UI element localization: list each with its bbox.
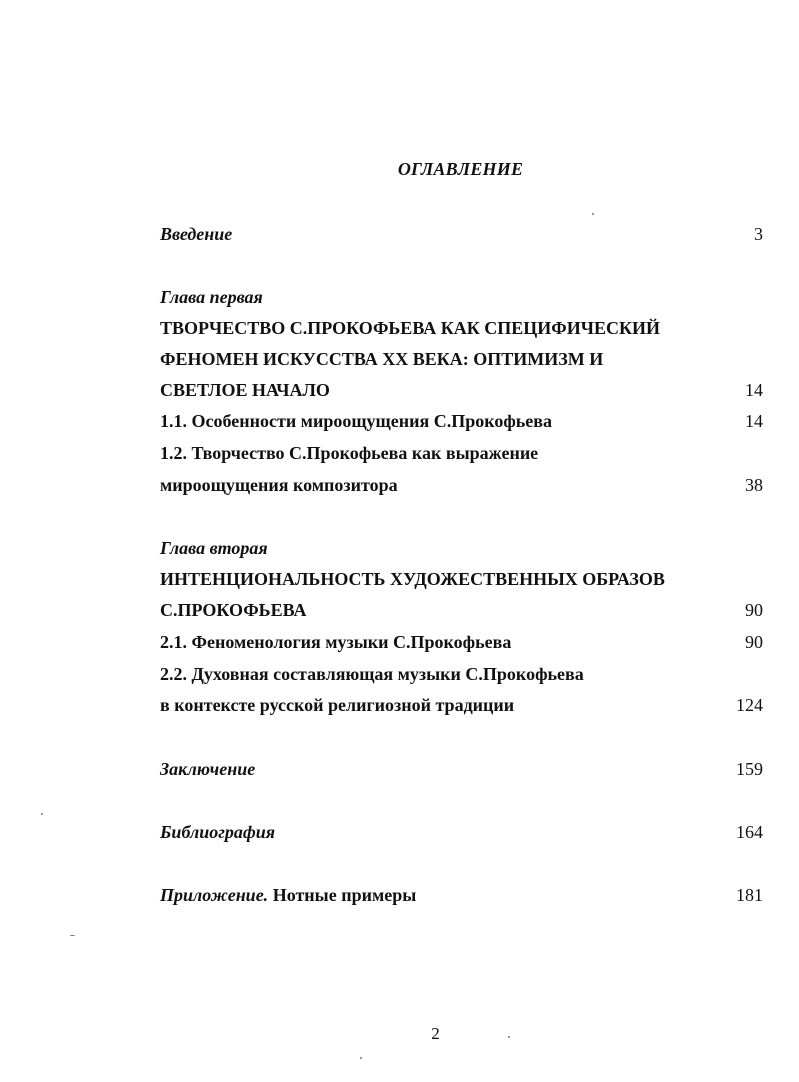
chapter-1-heading: Глава первая (160, 287, 263, 307)
toc-page-conclusion: 159 (736, 759, 763, 779)
chapter-1-title-line2: ФЕНОМЕН ИСКУССТВА XX ВЕКА: ОПТИМИЗМ И (160, 349, 604, 369)
scan-speck (508, 1036, 510, 1038)
toc-page-bibliography: 164 (736, 822, 763, 842)
toc-entry-conclusion: Заключение (160, 759, 256, 779)
chapter-1-page: 14 (745, 380, 763, 400)
page-number: 2 (431, 1024, 440, 1043)
section-1-2-line2: мироощущения композитора (160, 475, 398, 495)
chapter-1-title-line3: СВЕТЛОЕ НАЧАЛО (160, 380, 330, 400)
toc-title: ОГЛАВЛЕНИЕ (397, 159, 524, 179)
toc-page-intro: 3 (754, 224, 763, 244)
toc-entry-bibliography: Библиография (160, 822, 276, 842)
chapter-2-title-line1: ИНТЕНЦИОНАЛЬНОСТЬ ХУДОЖЕСТВЕННЫХ ОБРАЗОВ (160, 569, 665, 589)
section-1-1-page: 14 (745, 411, 763, 431)
section-2-2-line2: в контексте русской религиозной традиции (160, 695, 515, 715)
chapter-2-title-line2: С.ПРОКОФЬЕВА (160, 600, 307, 620)
chapter-1-title-line1: ТВОРЧЕСТВО С.ПРОКОФЬЕВА КАК СПЕЦИФИЧЕСКИЙ (160, 318, 661, 338)
section-1-1: 1.1. Особенности мироощущения С.Прокофьева (160, 411, 553, 431)
appendix-label-italic: Приложение. (160, 885, 269, 905)
toc-entry-intro: Введение (160, 224, 233, 244)
section-1-2-line1: 1.2. Творчество С.Прокофьева как выражение (160, 443, 539, 463)
section-2-2-page: 124 (736, 695, 763, 715)
chapter-2-page: 90 (745, 600, 763, 620)
section-2-1: 2.1. Феноменология музыки С.Прокофьева (160, 632, 512, 652)
scan-speck (360, 1057, 362, 1059)
toc-page-appendix: 181 (736, 885, 763, 905)
scan-speck (70, 935, 75, 936)
scan-speck (592, 213, 594, 215)
section-1-2-page: 38 (745, 475, 763, 495)
toc-entry-appendix (160, 884, 416, 906)
chapter-2-heading: Глава вторая (160, 538, 268, 558)
section-2-2-line1: 2.2. Духовная составляющая музыки С.Прокофьева (160, 664, 584, 684)
scan-speck (41, 813, 43, 815)
section-2-1-page: 90 (745, 632, 763, 652)
appendix-label-bold: Нотные примеры (268, 885, 417, 905)
